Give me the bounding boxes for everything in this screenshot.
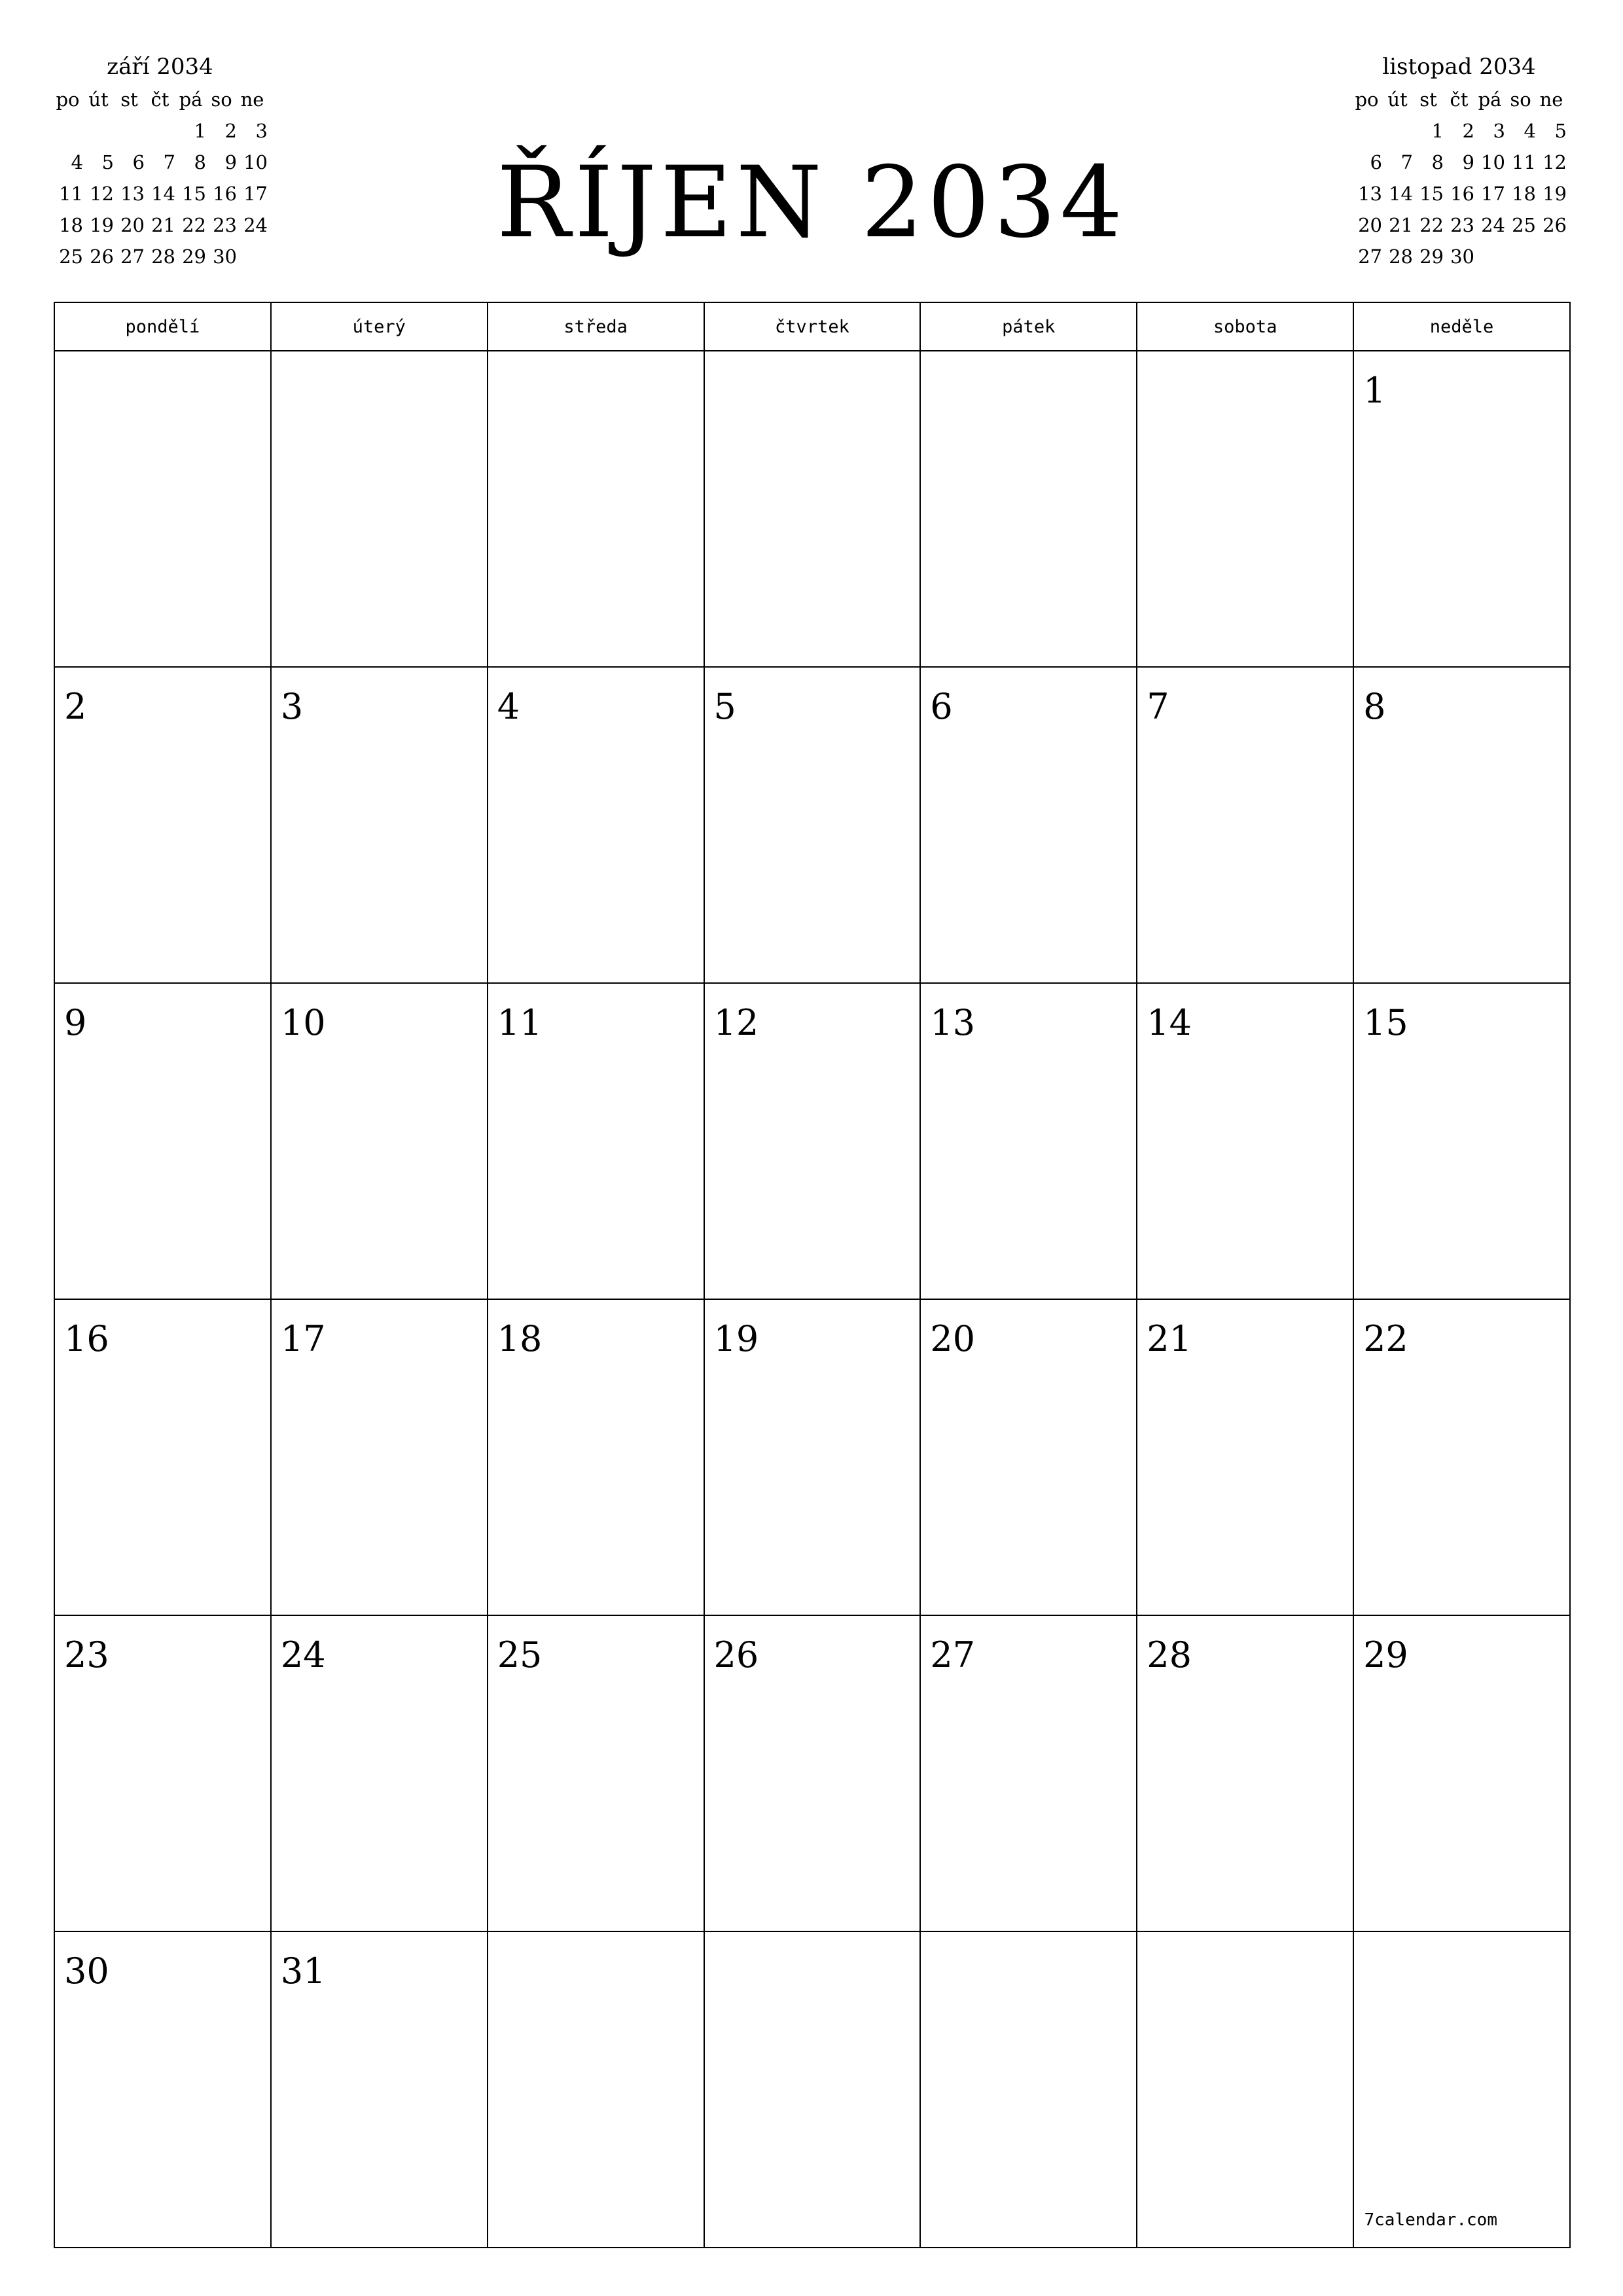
day-number: 24 (280, 1634, 326, 1676)
mini-day: 8 (1431, 151, 1444, 173)
mini-day: 6 (1370, 151, 1382, 173)
day-number (55, 351, 270, 370)
weekday-header: středa (488, 302, 704, 351)
mini-weekday-label: po (56, 88, 80, 111)
day-number: 11 (497, 1002, 543, 1043)
mini-weekday-label: so (211, 88, 232, 111)
mini-day: 17 (243, 183, 268, 205)
day-cell (1353, 1931, 1570, 2248)
day-number: 5 (713, 686, 736, 727)
day-cell (1353, 983, 1570, 1299)
weekday-header: pondělí (54, 302, 271, 351)
day-number: 22 (1363, 1318, 1408, 1359)
day-number: 13 (930, 1002, 976, 1043)
mini-weekday-label: čt (151, 88, 169, 111)
day-number: 25 (497, 1634, 543, 1676)
next-month-title: listopad 2034 (1382, 54, 1536, 80)
mini-day: 14 (1389, 183, 1413, 205)
mini-day: 3 (255, 120, 268, 142)
day-cell (1353, 667, 1570, 983)
mini-day: 7 (163, 151, 175, 173)
day-cell (271, 351, 488, 667)
day-number: 6 (930, 686, 953, 727)
mini-day (52, 115, 83, 147)
mini-day: 21 (151, 214, 175, 236)
day-number: 4 (497, 686, 520, 727)
day-cell (488, 1615, 704, 1931)
week-row (54, 1299, 1570, 1615)
week-row (54, 983, 1570, 1299)
mini-day: 18 (59, 214, 83, 236)
day-number: 18 (497, 1318, 543, 1359)
next-month-mini-calendar (1351, 51, 1567, 272)
day-number (488, 351, 704, 370)
day-cell (920, 1615, 1137, 1931)
day-cell (271, 1615, 488, 1931)
day-cell (271, 667, 488, 983)
mini-day: 25 (59, 245, 83, 268)
mini-day: 26 (90, 245, 114, 268)
day-number: 29 (1363, 1634, 1408, 1676)
day-cell (704, 351, 921, 667)
mini-weekday-label: út (88, 88, 109, 111)
mini-day: 3 (1493, 120, 1505, 142)
mini-day: 9 (1462, 151, 1474, 173)
day-cell (488, 1299, 704, 1615)
day-number: 8 (1363, 686, 1386, 727)
day-number: 19 (713, 1318, 759, 1359)
day-cell (1137, 1931, 1353, 2248)
day-cell (1137, 983, 1353, 1299)
day-number: 30 (64, 1950, 109, 1992)
day-cell (271, 1931, 488, 2248)
day-number: 15 (1363, 1002, 1408, 1043)
day-cell (704, 1931, 921, 2248)
day-cell (1137, 667, 1353, 983)
day-number (921, 1932, 1136, 1950)
day-number (1137, 1932, 1353, 1950)
mini-day: 30 (1450, 245, 1474, 268)
day-cell (1137, 1299, 1353, 1615)
mini-day: 21 (1389, 214, 1413, 236)
mini-day (83, 115, 114, 147)
day-cell (920, 1299, 1137, 1615)
day-number (1137, 351, 1353, 370)
mini-day: 6 (132, 151, 145, 173)
mini-day: 8 (194, 151, 206, 173)
mini-weekday-label: po (1355, 88, 1379, 111)
mini-day (1474, 241, 1505, 272)
week-row (54, 1615, 1570, 1931)
day-number (705, 1932, 920, 1950)
mini-day: 11 (59, 183, 83, 205)
mini-day: 29 (182, 245, 206, 268)
mini-day: 4 (71, 151, 83, 173)
mini-day: 28 (151, 245, 175, 268)
day-cell (1137, 351, 1353, 667)
mini-day: 26 (1543, 214, 1567, 236)
mini-weekday-label: ne (240, 88, 264, 111)
day-cell (54, 1299, 271, 1615)
mini-day (1382, 115, 1413, 147)
mini-day: 20 (1358, 214, 1382, 236)
mini-day (145, 115, 175, 147)
mini-day: 29 (1419, 245, 1444, 268)
day-cell (54, 351, 271, 667)
mini-day: 5 (1554, 120, 1567, 142)
day-cell (54, 1615, 271, 1931)
day-number: 17 (280, 1318, 326, 1359)
day-cell (1353, 1615, 1570, 1931)
day-number: 14 (1147, 1002, 1192, 1043)
mini-weekday-label: pá (179, 88, 203, 111)
day-number: 23 (64, 1634, 109, 1676)
prev-month-title: září 2034 (107, 54, 213, 80)
mini-day: 23 (213, 214, 237, 236)
mini-day: 11 (1512, 151, 1536, 173)
day-number: 20 (930, 1318, 976, 1359)
week-row (54, 667, 1570, 983)
day-cell (1137, 1615, 1353, 1931)
mini-day: 15 (1419, 183, 1444, 205)
day-cell (920, 1931, 1137, 2248)
mini-day: 14 (151, 183, 175, 205)
mini-weekday-label: út (1387, 88, 1408, 111)
next-month-grid (1351, 84, 1567, 272)
mini-day: 9 (224, 151, 237, 173)
day-number (272, 351, 487, 370)
day-number: 2 (64, 686, 87, 727)
mini-day: 1 (194, 120, 206, 142)
mini-day: 16 (213, 183, 237, 205)
mini-day: 18 (1512, 183, 1536, 205)
mini-day: 13 (1358, 183, 1382, 205)
mini-day: 2 (224, 120, 237, 142)
day-cell (488, 983, 704, 1299)
day-cell (488, 667, 704, 983)
day-cell (920, 667, 1137, 983)
mini-day: 27 (120, 245, 145, 268)
mini-weekday-label: st (1419, 88, 1437, 111)
mini-day: 13 (120, 183, 145, 205)
day-cell (1353, 1299, 1570, 1615)
day-cell (704, 667, 921, 983)
day-number: 3 (280, 686, 304, 727)
mini-day: 16 (1450, 183, 1474, 205)
weekday-header: úterý (271, 302, 488, 351)
mini-weekday-label: pá (1478, 88, 1502, 111)
mini-day: 28 (1389, 245, 1413, 268)
mini-day: 20 (120, 214, 145, 236)
day-number: 16 (64, 1318, 109, 1359)
mini-day: 30 (213, 245, 237, 268)
mini-day (1536, 241, 1567, 272)
day-number (488, 1932, 704, 1950)
day-number (705, 351, 920, 370)
day-number: 7 (1147, 686, 1169, 727)
mini-day: 5 (101, 151, 114, 173)
week-row (54, 1931, 1570, 2248)
mini-day: 7 (1400, 151, 1413, 173)
day-number: 21 (1147, 1318, 1192, 1359)
day-cell (920, 351, 1137, 667)
mini-day: 19 (90, 214, 114, 236)
day-cell (271, 983, 488, 1299)
mini-day: 22 (182, 214, 206, 236)
mini-day (114, 115, 145, 147)
weekday-header: pátek (920, 302, 1137, 351)
day-number: 1 (1363, 370, 1386, 411)
mini-day: 23 (1450, 214, 1474, 236)
day-number: 12 (713, 1002, 759, 1043)
mini-weekday-label: ne (1539, 88, 1563, 111)
mini-weekday-label: so (1510, 88, 1531, 111)
day-number (1354, 1932, 1569, 1950)
day-cell (54, 1931, 271, 2248)
day-cell (271, 1299, 488, 1615)
mini-day (1351, 115, 1382, 147)
day-number: 31 (280, 1950, 326, 1992)
mini-day: 19 (1543, 183, 1567, 205)
mini-day: 2 (1462, 120, 1474, 142)
month-grid (54, 302, 1571, 2248)
mini-day: 24 (1481, 214, 1505, 236)
day-cell (488, 351, 704, 667)
day-number: 26 (713, 1634, 759, 1676)
day-number: 10 (280, 1002, 326, 1043)
mini-day: 10 (243, 151, 268, 173)
mini-day: 1 (1431, 120, 1444, 142)
weekday-header: neděle (1353, 302, 1570, 351)
day-number: 28 (1147, 1634, 1192, 1676)
week-row (54, 351, 1570, 667)
mini-day: 10 (1481, 151, 1505, 173)
mini-day (1505, 241, 1536, 272)
mini-day: 4 (1524, 120, 1536, 142)
mini-day: 22 (1419, 214, 1444, 236)
page-title: ŘÍJEN 2034 (496, 146, 1127, 260)
weekday-header-row (54, 302, 1570, 351)
mini-day: 12 (1543, 151, 1567, 173)
day-cell (704, 983, 921, 1299)
day-number (921, 351, 1136, 370)
mini-day: 24 (243, 214, 268, 236)
day-cell (704, 1615, 921, 1931)
day-number: 27 (930, 1634, 976, 1676)
mini-day: 12 (90, 183, 114, 205)
mini-day: 27 (1358, 245, 1382, 268)
mini-day: 25 (1512, 214, 1536, 236)
mini-weekday-label: čt (1450, 88, 1469, 111)
day-cell (54, 667, 271, 983)
day-cell (704, 1299, 921, 1615)
day-number: 9 (64, 1002, 87, 1043)
credit-text: 7calendar.com (1364, 2210, 1497, 2230)
day-cell (54, 983, 271, 1299)
day-cell (1353, 351, 1570, 667)
mini-weekday-label: st (120, 88, 138, 111)
weekday-header: sobota (1137, 302, 1353, 351)
weekday-header: čtvrtek (704, 302, 921, 351)
day-cell (920, 983, 1137, 1299)
day-cell (488, 1931, 704, 2248)
mini-day: 17 (1481, 183, 1505, 205)
mini-day: 15 (182, 183, 206, 205)
